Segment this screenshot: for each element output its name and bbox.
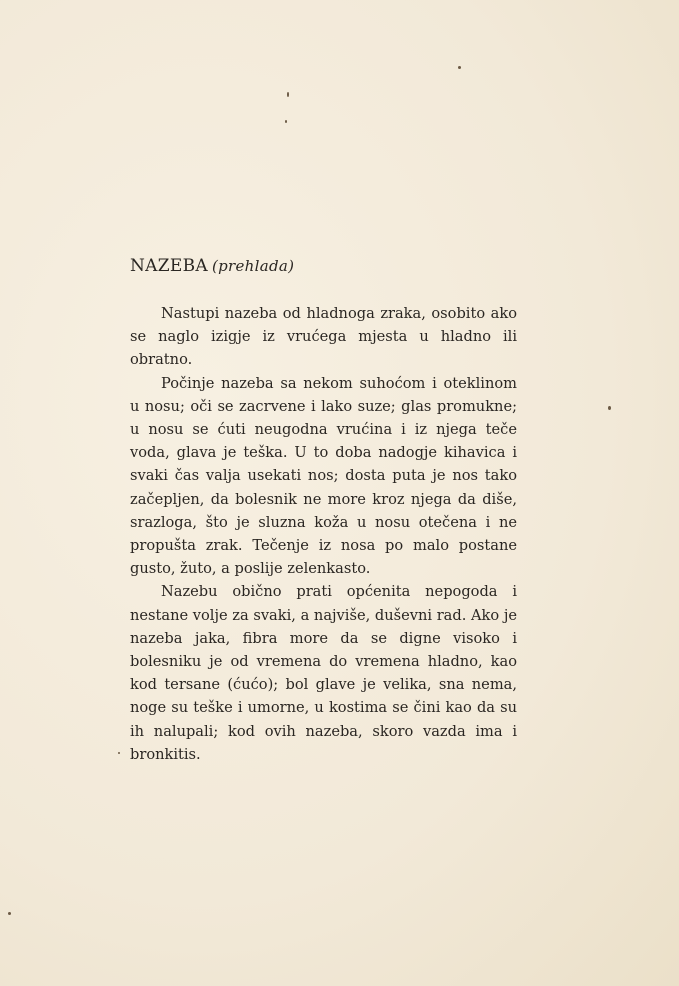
paragraph: Počinje nazeba sa nekom suhoćom i oteklinom u nosu; oči se zacrvene i lako suze; glas promukne; u nosu se ćuti neugodna vrućina i iz njega teče voda, glava je teška. U to doba nadogje kihavica i svaki čas valja usekati nos; dosta puta je nos tako začepljen, da bolesnik ne more kroz njega da diše, srazloga, što je sluzna koža u nosu otečena i ne propušta zrak. Tečenje iz nosa po malo postane gusto, žuto, a poslije zelenkasto. [130,374,517,578]
paper-speck [458,66,461,69]
paper-speck [285,120,287,123]
paper-speck [118,752,120,754]
heading-subtitle: (prehlada) [211,257,295,275]
paragraph: Nastupi nazeba od hladnoga zraka, osobito ako se naglo izigje iz vrućega mjesta u hladno ili obratno. [130,305,517,369]
section-heading [130,256,294,276]
paper-speck [287,92,289,97]
paper-speck [608,406,611,410]
body-text [130,302,517,766]
heading-title: NAZEBA [130,256,208,276]
paragraph: Nazebu obično prati općenita nepogoda i nestane volje za svaki, a najviše, duševni rad. Ako je nazeba jaka, fibra more da se digne visoko i bolesniku je od vremena do vremena hladno, kao kod tersane (ćućo); bol glave je velika, sna nema, noge su teške i umorne, u kostima se čini kao da su ih nalupali; kod ovih nazeba, skoro vazda ima i bronkitis. [130,583,517,763]
paper-speck [8,912,11,915]
